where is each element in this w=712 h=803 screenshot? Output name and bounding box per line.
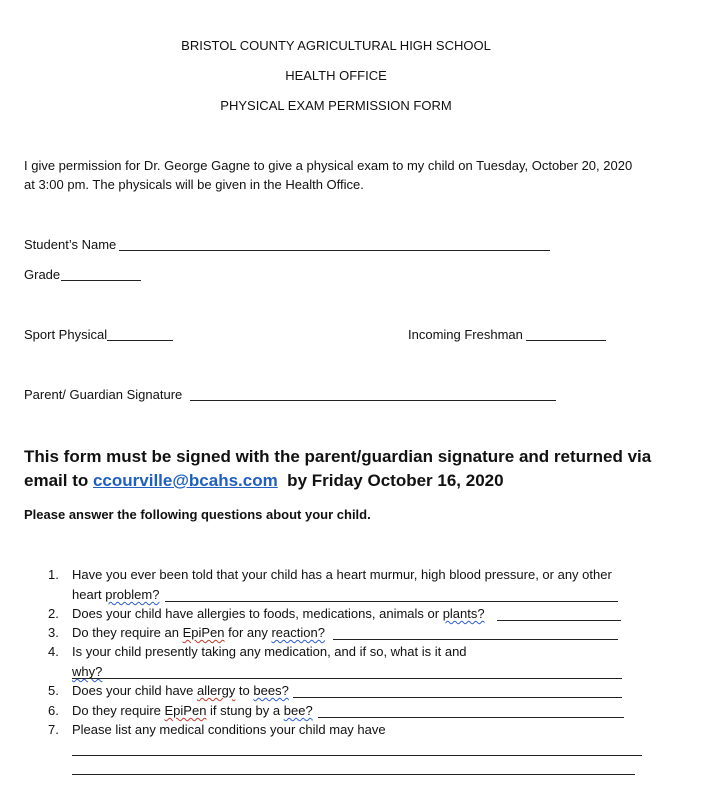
question-3-number: 3.	[48, 625, 59, 640]
sport-physical-label: Sport Physical	[24, 327, 108, 342]
question-6-text-a: Do they require	[72, 703, 165, 718]
question-2-word: plants?	[442, 606, 485, 621]
question-2-text	[72, 606, 485, 621]
question-3-text	[72, 625, 325, 640]
incoming-freshman-line[interactable]	[526, 340, 606, 341]
answer-line-2[interactable]	[497, 620, 621, 621]
notice-line-1: This form must be signed with the parent/guardian signature and returned via	[24, 447, 652, 466]
notice-prefix: email to	[24, 471, 93, 490]
student-name-line[interactable]	[119, 250, 550, 251]
notice-line-2	[24, 469, 504, 493]
question-4-line-1: Is your child presently taking any medication, and if so, what is it and	[72, 644, 467, 659]
question-2-text-a: Does your child have allergies to foods, medications, animals or	[72, 606, 443, 621]
question-4-number: 4.	[48, 644, 59, 659]
question-4-line-2	[72, 664, 102, 679]
school-name: BRISTOL COUNTY AGRICULTURAL HIGH SCHOOL	[181, 38, 491, 53]
instruction-text: Please answer the following questions about your child.	[24, 507, 371, 522]
question-5-text-c: to	[235, 683, 254, 698]
question-5-allergy: allergy	[197, 683, 236, 698]
answer-line-4[interactable]	[72, 678, 622, 679]
incoming-freshman-label: Incoming Freshman	[408, 327, 523, 342]
answer-line-6[interactable]	[318, 717, 624, 718]
question-3-epipen: EpiPen	[182, 625, 225, 640]
answer-line-7a[interactable]	[72, 755, 642, 756]
question-5-number: 5.	[48, 683, 59, 698]
question-1-line-1: Have you ever been told that your child has a heart murmur, high blood pressure, or any other	[72, 567, 612, 582]
question-3-word: reaction?	[271, 625, 325, 640]
office-name: HEALTH OFFICE	[285, 68, 387, 83]
question-2-number: 2.	[48, 606, 59, 621]
question-4-word: why?	[72, 664, 103, 679]
notice-suffix: by Friday October 16, 2020	[277, 471, 504, 490]
signature-line[interactable]	[190, 400, 556, 401]
question-1-number: 1.	[48, 567, 59, 582]
question-5-word: bees?	[253, 683, 289, 698]
question-1-line-2	[72, 587, 159, 602]
question-6-number: 6.	[48, 703, 59, 718]
answer-line-1[interactable]	[165, 601, 618, 602]
sport-physical-line[interactable]	[107, 340, 173, 341]
intro-line-2: at 3:00 pm. The physicals will be given in the Health Office.	[24, 177, 364, 192]
question-6-word: bee?	[283, 703, 313, 718]
grade-label: Grade	[24, 267, 61, 282]
email-link[interactable]: ccourville@bcahs.com	[92, 471, 278, 490]
student-name-label: Student’s Name	[24, 237, 117, 252]
question-7-text: Please list any medical conditions your child may have	[72, 722, 386, 737]
question-6-epipen: EpiPen	[164, 703, 207, 718]
answer-line-7b[interactable]	[72, 774, 635, 775]
question-5-text-a: Does your child have	[72, 683, 198, 698]
answer-line-3[interactable]	[333, 639, 618, 640]
question-3-text-c: for any	[224, 625, 272, 640]
intro-line-1: I give permission for Dr. George Gagne to give a physical exam to my child on Tuesday, October 20, 2020	[24, 158, 633, 173]
question-7-number: 7.	[48, 722, 59, 737]
question-3-text-a: Do they require an	[72, 625, 183, 640]
question-5-text	[72, 683, 289, 698]
grade-line[interactable]	[61, 280, 141, 281]
question-1-line-2-a: heart	[72, 587, 106, 602]
form-title: PHYSICAL EXAM PERMISSION FORM	[220, 98, 452, 113]
answer-line-5[interactable]	[293, 697, 622, 698]
question-1-word: problem?	[105, 587, 160, 602]
question-6-text	[72, 703, 313, 718]
question-6-text-c: if stung by a	[206, 703, 284, 718]
signature-label: Parent/ Guardian Signature	[24, 387, 183, 402]
